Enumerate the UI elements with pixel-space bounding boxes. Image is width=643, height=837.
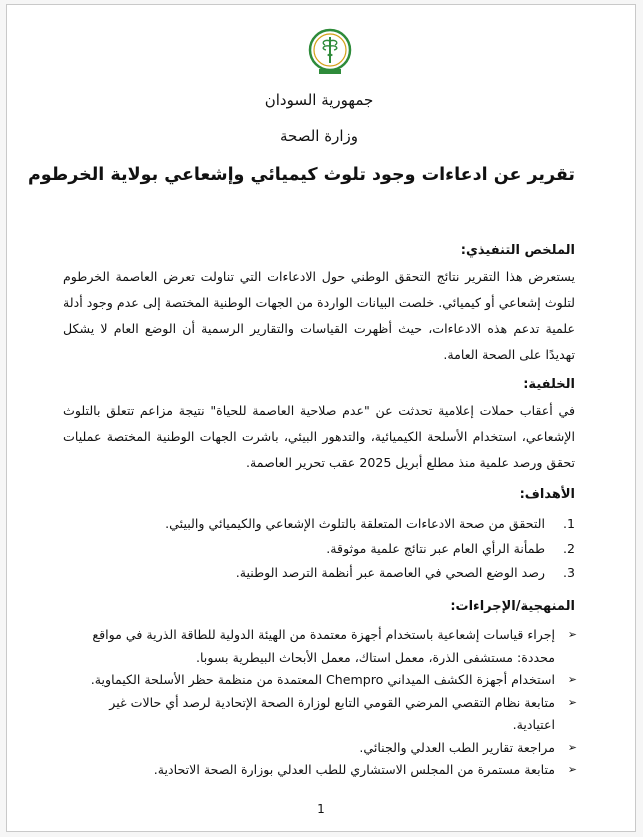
methodology-section (63, 599, 575, 782)
list-item (63, 537, 575, 562)
executive-summary-heading: الملخص التنفيذي: (460, 243, 575, 258)
ministry-name: وزارة الصحة (280, 127, 358, 145)
list-item (63, 561, 575, 586)
ministry-emblem-icon (303, 27, 357, 77)
report-title: تقرير عن ادعاءات وجود تلوث كيميائي وإشعاعي بولاية الخرطوم (27, 165, 575, 185)
arrow-bullet-icon: ➢ (567, 740, 577, 754)
arrow-bullet-icon: ➢ (567, 673, 577, 686)
executive-summary-text: يستعرض هذا التقرير نتائج التحقق الوطني حول الادعاءات التي تناولت تعرض العاصمة الخرطوم لتلوث إشعاعي أو كيميائي. خلصت البيانات الواردة من الجهات الوطنية المختصة إلى عدم وجود أدلة علمية تدعم هذه الادعاءات، حيث أظهرت القياسات والتقارير الرسمية أن الوضع العام لا يشكل تهديدًا على الصحة العامة. (63, 269, 575, 362)
item-number: 3. (562, 565, 575, 580)
item-text: إجراء قياسات إشعاعية باستخدام أجهزة معتمدة من الهيئة الدولية للطاقة الذرية في مواقع محددة: مستشفى الذرة، معمل استاك، معمل الأبحاث البيطرية بسوبا. (92, 627, 555, 665)
list-item (63, 759, 577, 782)
document-page (6, 4, 636, 832)
methodology-list (63, 624, 575, 782)
background-heading: الخلفية: (523, 377, 575, 392)
item-text: طمأنة الرأي العام عبر نتائج علمية موثوقة. (326, 540, 545, 556)
list-item (63, 624, 577, 669)
republic-name: جمهورية السودان (264, 91, 374, 109)
item-text: استخدام أجهزة الكشف الميداني Chempro المعتمدة من منظمة حظر الأسلحة الكيماوية. (90, 672, 555, 687)
item-text: رصد الوضع الصحي في العاصمة عبر أنظمة الترصد الوطنية. (235, 565, 545, 580)
list-item (63, 512, 575, 537)
objectives-list (63, 512, 575, 586)
executive-summary-section (63, 243, 575, 368)
item-text: التحقق من صحة الادعاءات المتعلقة بالتلوث الإشعاعي والكيميائي والبيئي. (165, 516, 545, 531)
objectives-heading: الأهداف: (519, 487, 575, 502)
list-item (63, 737, 577, 760)
item-text: متابعة مستمرة من المجلس الاستشاري للطب العدلي بوزارة الصحة الاتحادية. (153, 762, 555, 777)
arrow-bullet-icon: ➢ (567, 695, 577, 709)
item-text: متابعة نظام التقصي المرضي القومي التابع لوزارة الصحة الإتحادية لرصد أي حالات غير اعتيادية. (109, 694, 555, 732)
background-section (63, 377, 575, 476)
background-text: في أعقاب حملات إعلامية تحدثت عن "عدم صلاحية العاصمة للحياة" نتيجة مزاعم تتعلق بالتلوث الإشعاعي، استخدام الأسلحة الكيميائية، والتدهور البيئي، باشرت الجهات الوطنية المختصة عمليات تحقق ورصد علمية منذ مطلع أبريل 2025 عقب تحرير العاصمة. (63, 403, 575, 470)
page-number: 1 (317, 802, 325, 816)
item-number: 2. (562, 540, 575, 556)
arrow-bullet-icon: ➢ (567, 763, 577, 776)
arrow-bullet-icon: ➢ (567, 628, 577, 641)
list-item (63, 692, 577, 737)
item-text: مراجعة تقارير الطب العدلي والجنائي. (359, 739, 555, 755)
list-item (63, 669, 577, 692)
methodology-heading: المنهجية/الإجراءات: (450, 599, 575, 614)
objectives-section (63, 487, 575, 586)
item-number: 1. (562, 516, 575, 531)
